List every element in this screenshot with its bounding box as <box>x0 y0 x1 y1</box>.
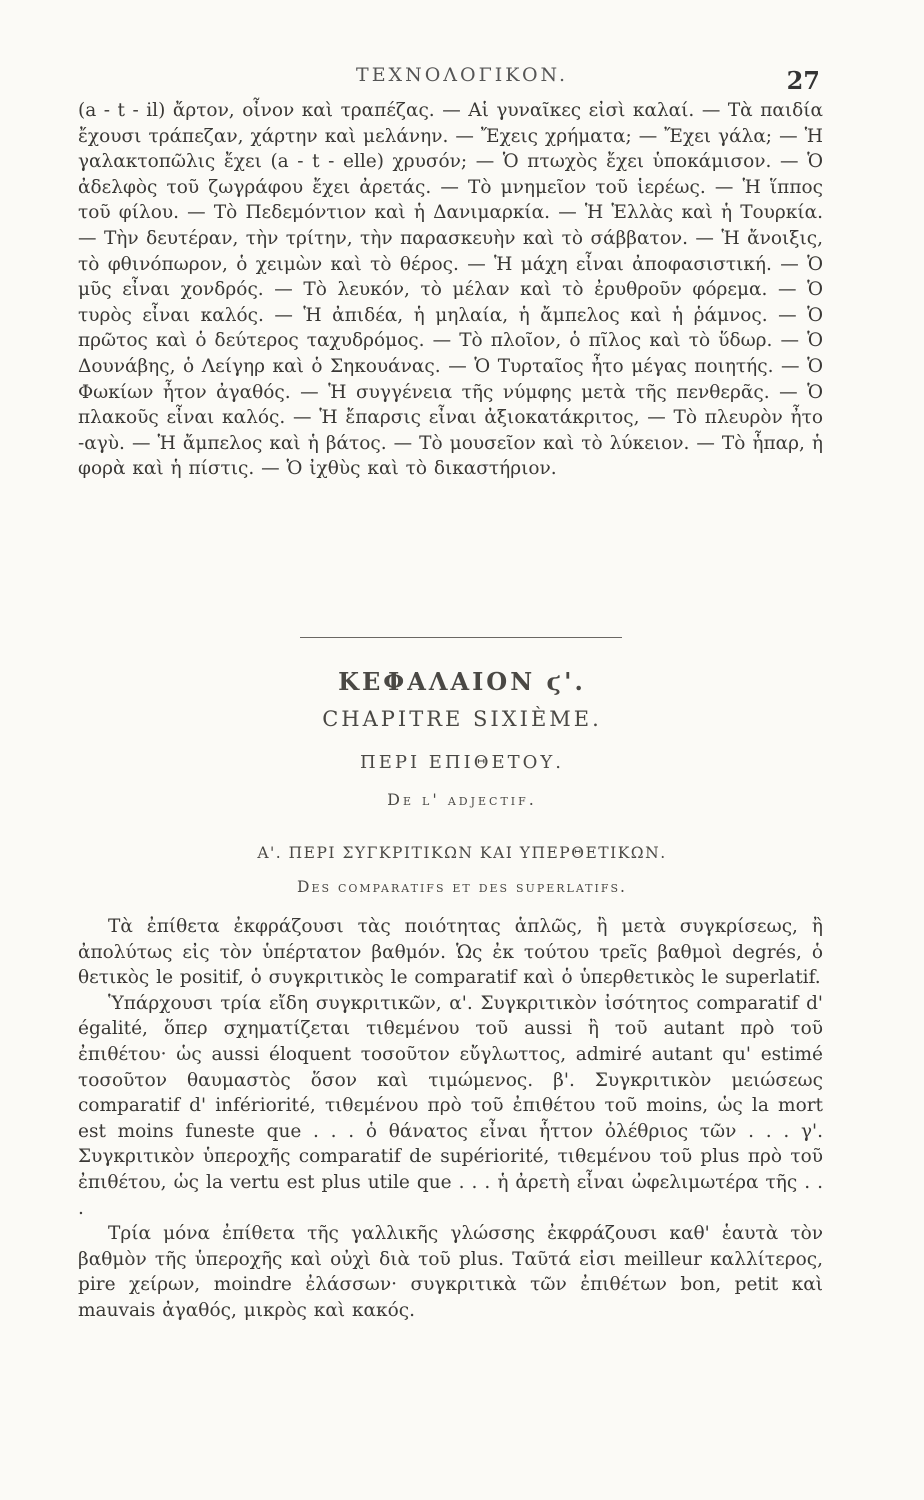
exercise-paragraph <box>78 98 823 482</box>
body-paragraph: Τρία μόνα ἐπίθετα τῆς γαλλικῆς γλώσσης ἐκφράζουσι καθ' ἑαυτὰ τὸν βαθμὸν τῆς ὑπεροχῆς καὶ οὐχὶ διὰ τοῦ plus. Ταῦτά εἰσι meilleur καλλίτερος, pire χείρων, moindre ἐλάσσων· συγκριτικὰ τῶν ἐπιθέτων bon, petit καὶ mauvais ἀγαθός, μικρὸς καὶ κακός. <box>78 1223 823 1321</box>
exercise-text: (a - t - il) ἄρτον, οἶνον καὶ τραπέζας. — Αἱ γυναῖκες εἰσὶ καλαί. — Τὰ παιδία ἔχουσι τράπεζαν, χάρτην καὶ μελάνην. — Ἔχεις χρήματα; — Ἔχει γάλα; — Ἡ γαλακτοπῶλις ἔχει (a - t - elle) χρυσόν; — Ὁ πτωχὸς ἔχει ὑποκάμισον. — Ὁ ἀδελφὸς τοῦ ζωγράφου ἔχει ἀρετάς. — Τὸ μνημεῖον τοῦ ἱερέως. — Ἡ ἵππος τοῦ φίλου. — Τὸ Πεδεμόντιον καὶ ἡ Δανιμαρκία. — Ἡ Ἑλλὰς καὶ ἡ Τουρκία. — Τὴν δευτέραν, τὴν τρίτην, τὴν παρασκευὴν καὶ τὸ σάββατον. — Ἡ ἄνοιξις, τὸ φθινόπωρον, ὁ χειμὼν καὶ τὸ θέρος. — Ἡ μάχη εἶναι ἀποφασιστική. — Ὁ μῦς εἶναι χονδρός. — Τὸ λευκόν, τὸ μέλαν καὶ τὸ ἐρυθροῦν φόρεμα. — Ὁ τυρὸς εἶναι καλός. — Ἡ ἀπιδέα, ἡ μηλαία, ἡ ἄμπελος καὶ ἡ ῥάμνος. — Ὁ πρῶτος καὶ ὁ δεύτερος ταχυδρόμος. — Τὸ πλοῖον, ὁ πῖλος καὶ τὸ ὕδωρ. — Ὁ Δουνάβης, ὁ Λείγηρ καὶ ὁ Σηκουάνας. — Ὁ Τυρταῖος ἦτο μέγας ποιητής. — Ὁ Φωκίων ἦτον ἀγαθός. — Ἡ συγγένεια τῆς νύμφης μετὰ τῆς πενθερᾶς. — Ὁ πλακοῦς εἶναι καλός. — Ἡ ἔπαρσις εἶναι ἀξιοκατάκριτος, — Τὸ πλευρὸν ἦτο -αγὺ. — Ἡ ἄμπελος καὶ ἡ βάτος. — Τὸ μουσεῖον καὶ τὸ λύκειον. — Τὸ ἧπαρ, ἡ φορὰ καὶ ἡ πίστις. — Ὁ ἰχθὺς καὶ τὸ δικαστήριον. <box>78 100 823 480</box>
chapter-heading-french: CHAPITRE SIXIÈME. <box>322 707 602 731</box>
section-rule <box>300 637 622 638</box>
body-text <box>78 914 823 1324</box>
body-paragraph: Τὰ ἐπίθετα ἐκφράζουσι τὰς ποιότητας ἁπλῶς, ἢ μετὰ συγκρίσεως, ἢ ἀπολύτως εἰς τὸν ὑπέρτατον βαθμόν. Ὡς ἐκ τούτου τρεῖς βαθμοὶ degrés, ὁ θετικὸς le positif, ὁ συγκριτικὸς le comparatif καὶ ὁ ὑπερθετικὸς le superlatif. <box>78 916 823 989</box>
chapter-heading-greek: ΚΕΦΑΛΑΙΟΝ ϛ'. <box>338 667 586 696</box>
section-heading-greek: Α'. ΠΕΡΙ ΣΥΓΚΡΙΤΙΚΩΝ ΚΑΙ ΥΠΕΡΘΕΤΙΚΩΝ. <box>257 844 667 862</box>
chapter-subject-greek: ΠΕΡΙ ΕΠΙΘΕΤΟΥ. <box>360 752 564 773</box>
running-head: TEXNOΛOΓIKON. <box>356 64 568 86</box>
body-paragraph: Ὑπάρχουσι τρία εἴδη συγκριτικῶν, α'. Συγκριτικὸν ἰσότητος comparatif d' égalité, ὅπερ σχηματίζεται τιθεμένου τοῦ aussi ἢ τοῦ autant πρὸ τοῦ ἐπιθέτου· ὡς aussi éloquent τοσοῦτον εὔγλωττος, admiré autant qu' estimé τοσοῦτον θαυμαστὸς ὅσον καὶ τιμώμενος. β'. Συγκριτικὸν μειώσεως comparatif d' infériorité, τιθεμένου πρὸ τοῦ ἐπιθέτου τοῦ moins, ὡς la mort est moins funeste que . . . ὁ θάνατος εἶναι ἧττον ὀλέθριος τῶν . . . γ'. Συγκριτικὸν ὑπεροχῆς comparatif de supériorité, τιθεμένου τοῦ plus πρὸ τοῦ ἐπιθέτου, ὡς la vertu est plus utile que . . . ἡ ἀρετὴ εἶναι ὠφελιμωτέρα τῆς . . . <box>78 992 823 1219</box>
page-number: 27 <box>786 66 820 95</box>
chapter-subject-french: De l' adjectif. <box>387 790 537 809</box>
section-heading-french: Des comparatifs et des superlatifs. <box>297 878 627 896</box>
